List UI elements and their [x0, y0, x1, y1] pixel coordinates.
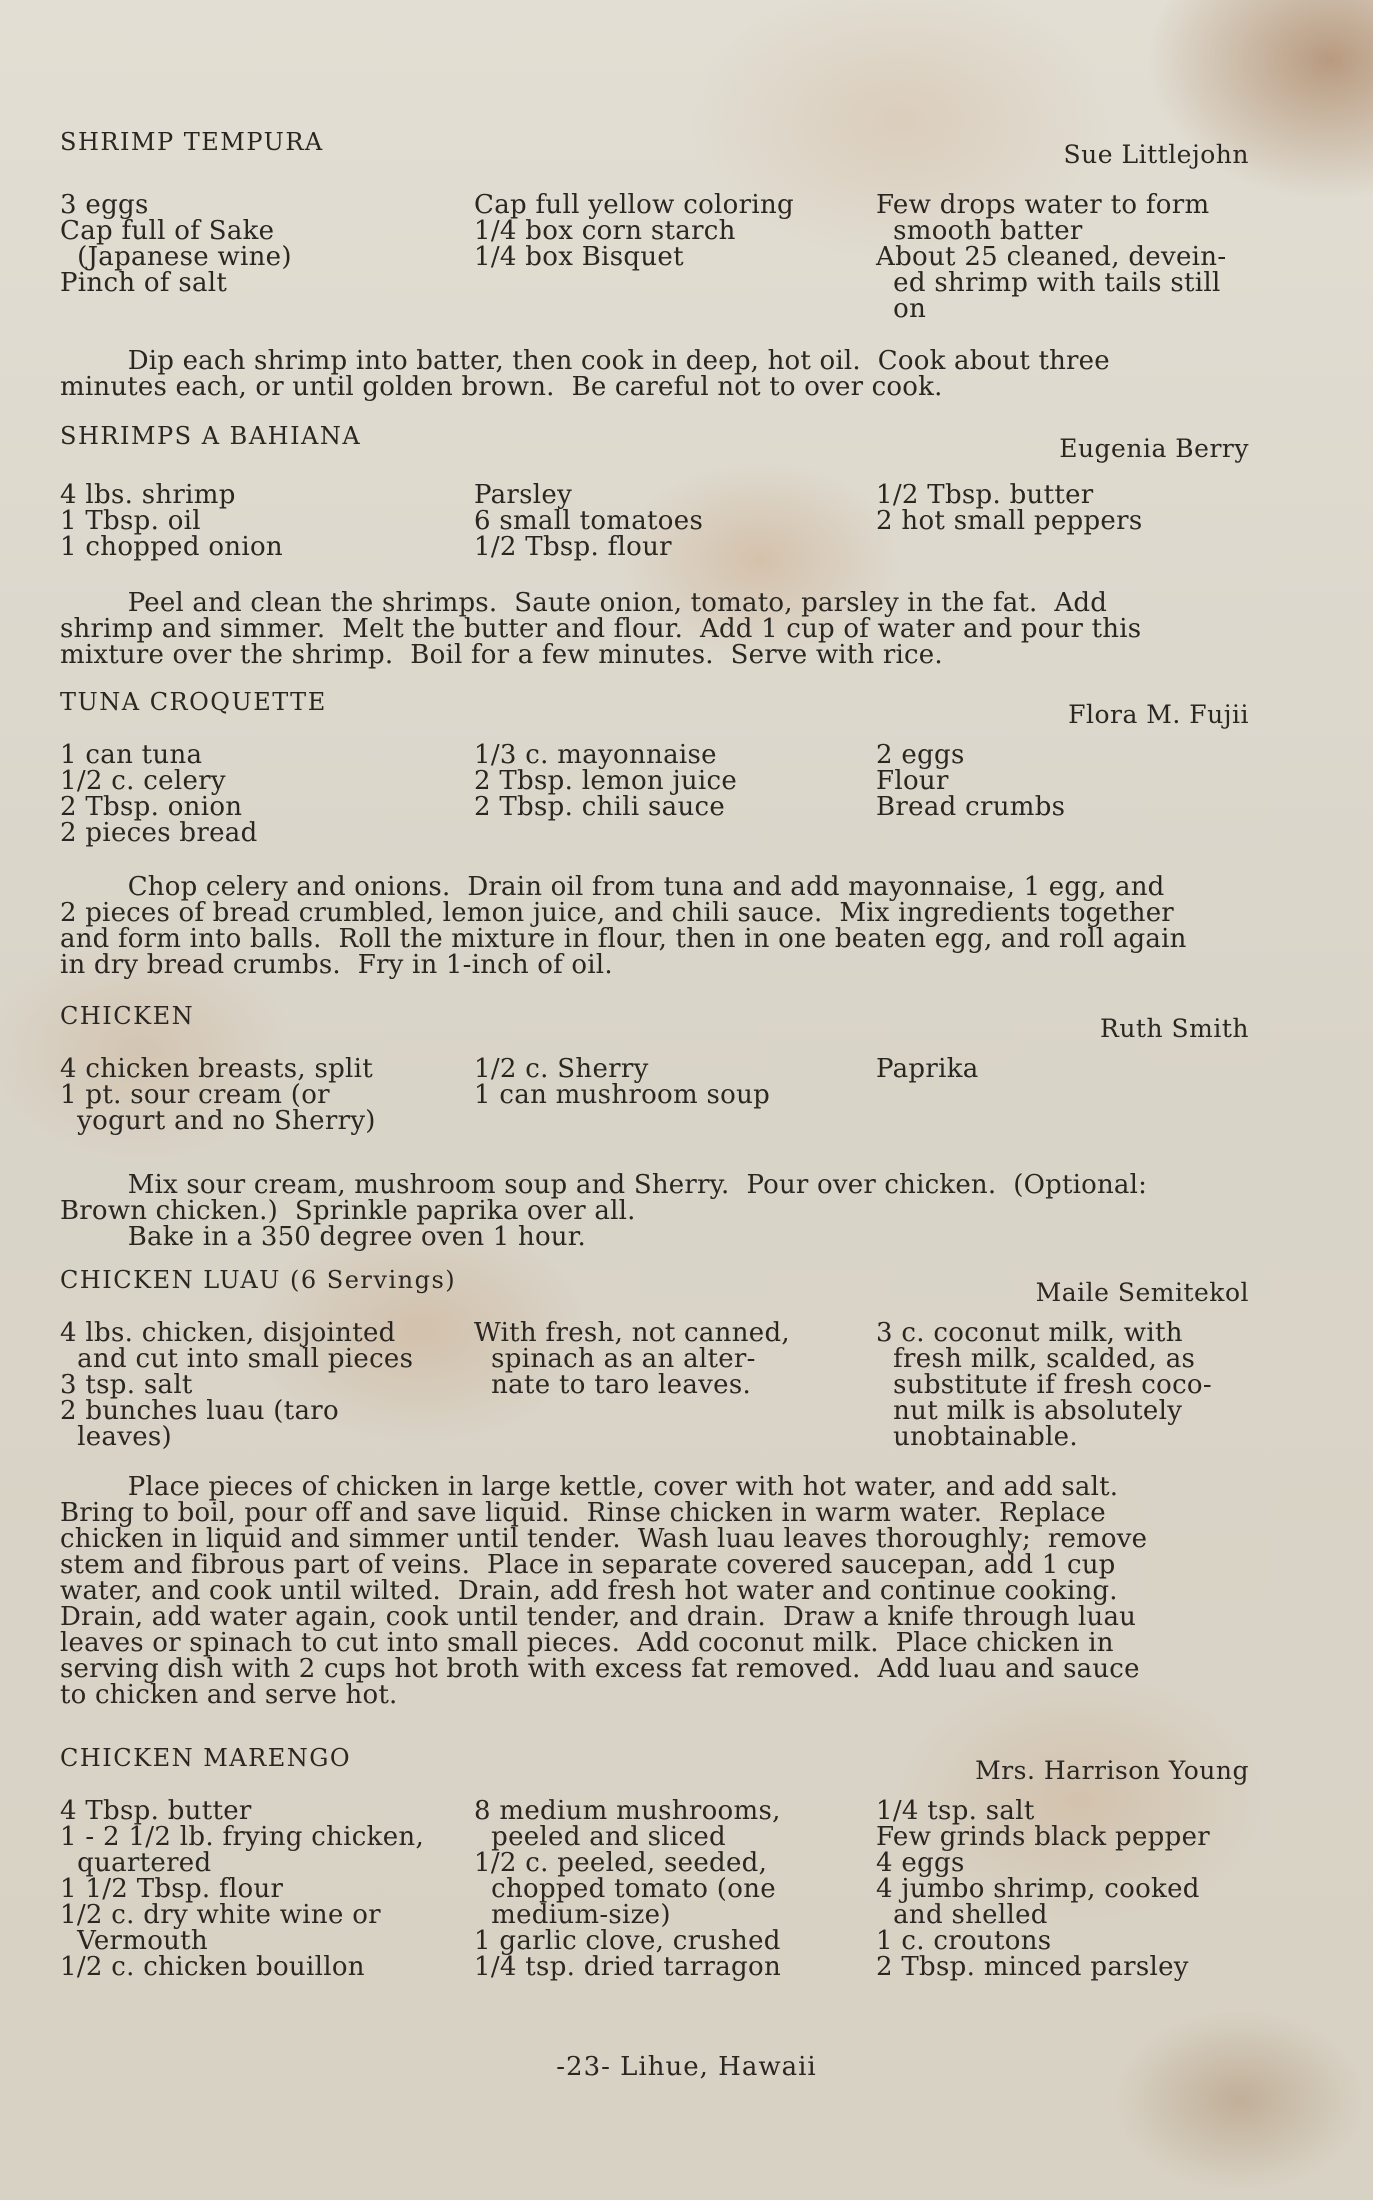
- instruction-line: in dry bread crumbs. Fry in 1-inch of oil.: [60, 950, 613, 980]
- instruction-line: and form into balls. Roll the mixture in flour, then in one beaten egg, and roll again: [60, 924, 1187, 954]
- ingredient-column-2: [474, 482, 703, 560]
- instruction-line: leaves or spinach to cut into small pieces. Add coconut milk. Place chicken in: [60, 1628, 1114, 1658]
- ingredient-line: 2 Tbsp. onion: [60, 792, 243, 822]
- ingredient-line: 1/2 c. peeled, seeded,: [474, 1848, 768, 1878]
- instruction-line: Mix sour cream, mushroom soup and Sherry. Pour over chicken. (Optional:: [60, 1170, 1148, 1200]
- ingredient-line: on: [876, 294, 927, 324]
- ingredient-line: smooth batter: [876, 216, 1083, 246]
- ingredient-line: With fresh, not canned,: [474, 1318, 790, 1348]
- ingredient-line: 4 Tbsp. butter: [60, 1796, 252, 1826]
- ingredient-line: 3 eggs: [60, 190, 149, 220]
- instruction-line: Dip each shrimp into batter, then cook in deep, hot oil. Cook about three: [60, 346, 1110, 376]
- recipe-instructions: [60, 1172, 1236, 1250]
- instruction-line: Brown chicken.) Sprinkle paprika over all.: [60, 1196, 636, 1226]
- ingredient-line: Paprika: [876, 1054, 979, 1084]
- ingredient-line: 1 can mushroom soup: [474, 1080, 771, 1110]
- ingredient-line: 1/2 Tbsp. flour: [474, 532, 672, 562]
- ingredient-line: About 25 cleaned, devein-: [876, 242, 1227, 272]
- ingredient-column-1: [60, 742, 258, 846]
- ingredient-line: leaves): [60, 1422, 172, 1452]
- ingredient-line: unobtainable.: [876, 1422, 1078, 1452]
- recipe-author: Mrs. Harrison Young: [975, 1756, 1249, 1785]
- ingredient-line: 2 Tbsp. chili sauce: [474, 792, 726, 822]
- ingredient-line: 3 tsp. salt: [60, 1370, 193, 1400]
- ingredient-line: 1/4 box Bisquet: [474, 242, 684, 272]
- ingredient-line: 1/2 c. celery: [60, 766, 226, 796]
- ingredient-line: 1 can tuna: [60, 740, 203, 770]
- ingredient-line: 2 pieces bread: [60, 818, 258, 848]
- recipe-title: CHICKEN: [60, 1002, 195, 1030]
- ingredient-line: 4 lbs. chicken, disjointed: [60, 1318, 396, 1348]
- ingredient-line: yogurt and no Sherry): [60, 1106, 376, 1136]
- ingredient-line: 1 1/2 Tbsp. flour: [60, 1874, 284, 1904]
- ingredient-column-2: [474, 742, 737, 820]
- instruction-line: Peel and clean the shrimps. Saute onion, tomato, parsley in the fat. Add: [60, 588, 1108, 618]
- ingredient-column-2: [474, 1798, 781, 1980]
- ingredient-line: 1/2 c. dry white wine or: [60, 1900, 381, 1930]
- ingredient-column-3: [876, 1798, 1210, 1980]
- ingredient-line: 1/2 c. Sherry: [474, 1054, 649, 1084]
- recipe-author: Maile Semitekol: [1035, 1278, 1249, 1307]
- ingredient-line: Flour: [876, 766, 949, 796]
- recipe-title: SHRIMPS A BAHIANA: [60, 422, 362, 450]
- ingredient-line: chopped tomato (one: [474, 1874, 776, 1904]
- ingredient-line: 1 - 2 1/2 lb. frying chicken,: [60, 1822, 425, 1852]
- instruction-line: minutes each, or until golden brown. Be careful not to over cook.: [60, 372, 943, 402]
- ingredient-column-1: [60, 192, 292, 296]
- recipe-author: Ruth Smith: [1100, 1014, 1249, 1043]
- ingredient-line: 2 eggs: [876, 740, 965, 770]
- recipe-author: Sue Littlejohn: [1063, 140, 1249, 169]
- recipe-instructions: [60, 1474, 1236, 1708]
- ingredient-line: Few drops water to form: [876, 190, 1210, 220]
- ingredient-line: Vermouth: [60, 1926, 208, 1956]
- recipe-instructions: [60, 874, 1236, 978]
- ingredient-line: and cut into small pieces: [60, 1344, 414, 1374]
- ingredient-line: 4 lbs. shrimp: [60, 480, 236, 510]
- ingredient-line: 6 small tomatoes: [474, 506, 704, 536]
- page-footer: -23- Lihue, Hawaii: [556, 2052, 817, 2082]
- ingredient-column-3: [876, 1320, 1212, 1450]
- ingredient-line: 1/4 tsp. salt: [876, 1796, 1035, 1826]
- ingredient-column-3: [876, 482, 1143, 534]
- ingredient-line: medium-size): [474, 1900, 671, 1930]
- ingredient-line: Parsley: [474, 480, 573, 510]
- ingredient-line: quartered: [60, 1848, 212, 1878]
- recipe-title: CHICKEN MARENGO: [60, 1744, 352, 1772]
- instruction-line: Chop celery and onions. Drain oil from tuna and add mayonnaise, 1 egg, and: [60, 872, 1165, 902]
- ingredient-line: 3 c. coconut milk, with: [876, 1318, 1183, 1348]
- ingredient-line: Bread crumbs: [876, 792, 1066, 822]
- recipe-title: SHRIMP TEMPURA: [60, 128, 324, 156]
- ingredient-line: peeled and sliced: [474, 1822, 726, 1852]
- instruction-line: serving dish with 2 cups hot broth with excess fat removed. Add luau and sauce: [60, 1654, 1140, 1684]
- ingredient-line: 1 pt. sour cream (or: [60, 1080, 330, 1110]
- ingredient-line: 2 Tbsp. lemon juice: [474, 766, 738, 796]
- ingredient-line: 4 chicken breasts, split: [60, 1054, 374, 1084]
- ingredient-line: Few grinds black pepper: [876, 1822, 1210, 1852]
- ingredient-line: Cap full of Sake: [60, 216, 275, 246]
- ingredient-column-2: [474, 1320, 790, 1398]
- ingredient-line: 1/2 Tbsp. butter: [876, 480, 1094, 510]
- instruction-line: Bake in a 350 degree oven 1 hour.: [60, 1222, 586, 1252]
- ingredient-column-3: [876, 1056, 979, 1082]
- recipe-author: Flora M. Fujii: [1068, 700, 1249, 729]
- ingredient-line: 1 garlic clove, crushed: [474, 1926, 781, 1956]
- ingredient-line: ed shrimp with tails still: [876, 268, 1221, 298]
- ingredient-line: 1/2 c. chicken bouillon: [60, 1952, 365, 1982]
- ingredient-line: nate to taro leaves.: [474, 1370, 752, 1400]
- ingredient-line: substitute if fresh coco-: [876, 1370, 1212, 1400]
- instruction-line: shrimp and simmer. Melt the butter and flour. Add 1 cup of water and pour this: [60, 614, 1142, 644]
- ingredient-line: 1/4 box corn starch: [474, 216, 736, 246]
- ingredient-line: 1 Tbsp. oil: [60, 506, 201, 536]
- ingredient-column-1: [60, 1056, 376, 1134]
- ingredient-line: 4 jumbo shrimp, cooked: [876, 1874, 1200, 1904]
- instruction-line: mixture over the shrimp. Boil for a few minutes. Serve with rice.: [60, 640, 943, 670]
- ingredient-line: fresh milk, scalded, as: [876, 1344, 1196, 1374]
- ingredient-column-3: [876, 192, 1226, 322]
- recipe-instructions: [60, 590, 1236, 668]
- ingredient-line: spinach as an alter-: [474, 1344, 756, 1374]
- ingredient-line: (Japanese wine): [60, 242, 292, 272]
- ingredient-column-2: [474, 1056, 770, 1108]
- ingredient-column-2: [474, 192, 794, 270]
- ingredient-line: Cap full yellow coloring: [474, 190, 794, 220]
- ingredient-column-3: [876, 742, 1065, 820]
- instruction-line: 2 pieces of bread crumbled, lemon juice, and chili sauce. Mix ingredients together: [60, 898, 1174, 928]
- ingredient-line: 2 hot small peppers: [876, 506, 1143, 536]
- instruction-line: Drain, add water again, cook until tender, and drain. Draw a knife through luau: [60, 1602, 1137, 1632]
- ingredient-line: 4 eggs: [876, 1848, 965, 1878]
- recipe-instructions: [60, 348, 1236, 400]
- ingredient-line: nut milk is absolutely: [876, 1396, 1183, 1426]
- ingredient-line: and shelled: [876, 1900, 1048, 1930]
- ingredient-column-1: [60, 482, 283, 560]
- ingredient-line: 8 medium mushrooms,: [474, 1796, 781, 1826]
- ingredient-line: 2 Tbsp. minced parsley: [876, 1952, 1189, 1982]
- ingredient-line: 1 chopped onion: [60, 532, 283, 562]
- ingredient-column-1: [60, 1320, 413, 1450]
- recipe-author: Eugenia Berry: [1059, 434, 1249, 463]
- ingredient-line: 1/4 tsp. dried tarragon: [474, 1952, 782, 1982]
- instruction-line: Place pieces of chicken in large kettle, cover with hot water, and add salt.: [60, 1472, 1119, 1502]
- ingredient-column-1: [60, 1798, 424, 1980]
- recipe-title: TUNA CROQUETTE: [60, 688, 327, 716]
- ingredient-line: 1/3 c. mayonnaise: [474, 740, 717, 770]
- instruction-line: water, and cook until wilted. Drain, add fresh hot water and continue cooking.: [60, 1576, 1118, 1606]
- instruction-line: chicken in liquid and simmer until tender. Wash luau leaves thoroughly; remove: [60, 1524, 1148, 1554]
- ingredient-line: Pinch of salt: [60, 268, 228, 298]
- ingredient-line: 2 bunches luau (taro: [60, 1396, 339, 1426]
- instruction-line: Bring to boil, pour off and save liquid. Rinse chicken in warm water. Replace: [60, 1498, 1106, 1528]
- instruction-line: to chicken and serve hot.: [60, 1680, 398, 1710]
- recipe-title: CHICKEN LUAU (6 Servings): [60, 1266, 457, 1294]
- ingredient-line: 1 c. croutons: [876, 1926, 1052, 1956]
- instruction-line: stem and fibrous part of veins. Place in separate covered saucepan, add 1 cup: [60, 1550, 1116, 1580]
